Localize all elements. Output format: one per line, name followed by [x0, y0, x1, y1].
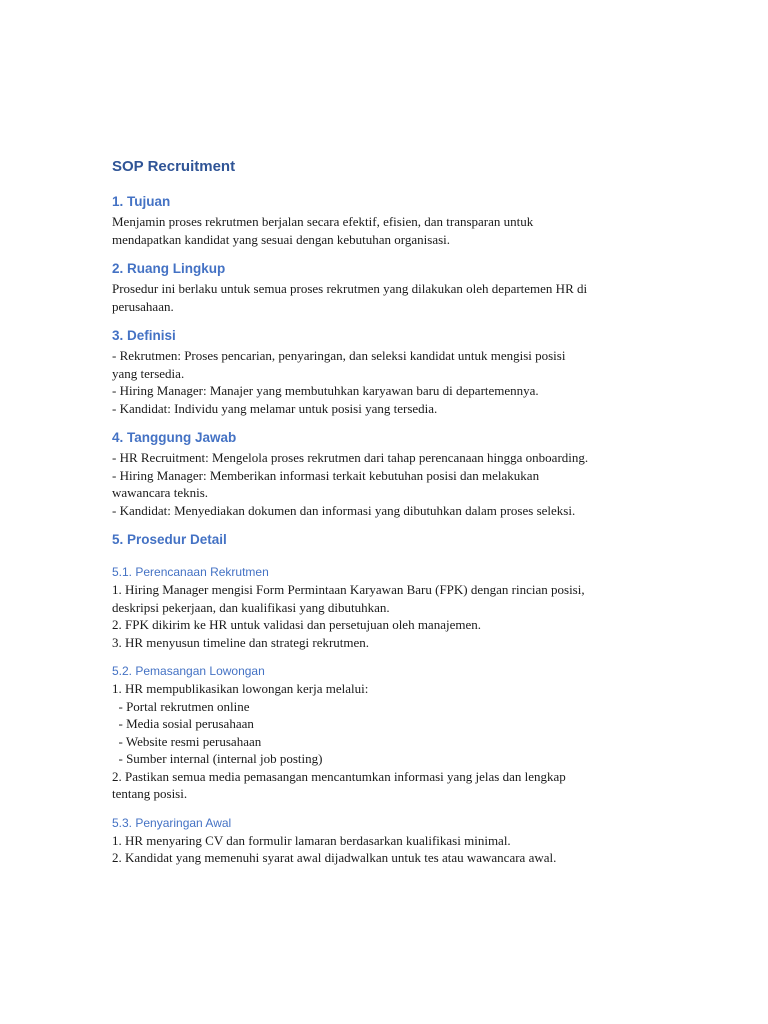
section-heading: 1. Tujuan: [112, 194, 171, 209]
subsection-heading: 5.2. Pemasangan Lowongan: [112, 664, 265, 678]
body-line: deskripsi pekerjaan, dan kualifikasi yang dibutuhkan.: [112, 599, 390, 615]
section-body: [112, 280, 672, 315]
body-line: tentang posisi.: [112, 786, 188, 801]
body-line: - Rekrutmen: Proses pencarian, penyaringan, dan seleksi kandidat untuk mengisi posisi: [112, 348, 566, 363]
body-line: 2. FPK dikirim ke HR untuk validasi dan persetujuan oleh manajemen.: [112, 617, 481, 632]
body-line: wawancara teknis.: [112, 485, 209, 500]
document-title: SOP Recruitment: [112, 158, 236, 175]
body-line: 1. HR mempublikasikan lowongan kerja melalui:: [112, 681, 369, 696]
body-line: Prosedur ini berlaku untuk semua proses rekrutmen yang dilakukan oleh departemen HR di: [112, 281, 588, 296]
body-line: mendapatkan kandidat yang sesuai dengan kebutuhan organisasi.: [112, 231, 451, 247]
subsection-perencanaan: [112, 564, 672, 651]
body-line: - Website resmi perusahaan: [112, 733, 262, 749]
section-body: [112, 347, 672, 417]
section-heading: 2. Ruang Lingkup: [112, 261, 226, 276]
subsection-body: [112, 680, 672, 803]
subsection-heading: 5.3. Penyaringan Awal: [112, 815, 232, 830]
subsection-heading: 5.1. Perencanaan Rekrutmen: [112, 565, 269, 579]
section-body: [112, 213, 672, 248]
body-line: perusahaan.: [112, 298, 174, 314]
body-line: - Hiring Manager: Manajer yang membutuhkan karyawan baru di departemennya.: [112, 383, 539, 398]
body-line: - Media sosial perusahaan: [112, 716, 254, 731]
subsection-pemasangan: [112, 663, 672, 803]
section-body: [112, 449, 672, 519]
body-line: 3. HR menyusun timeline dan strategi rekrutmen.: [112, 634, 370, 650]
section-tanggung-jawab: [112, 429, 672, 519]
section-heading: 4. Tanggung Jawab: [112, 430, 237, 445]
subsection-body: [112, 581, 672, 651]
body-line: 2. Kandidat yang memenuhi syarat awal dijadwalkan untuk tes atau wawancara awal.: [112, 850, 557, 865]
body-line: - Hiring Manager: Memberikan informasi terkait kebutuhan posisi dan melakukan: [112, 467, 540, 483]
body-line: 1. HR menyaring CV dan formulir lamaran berdasarkan kualifikasi minimal.: [112, 832, 511, 848]
body-line: - Kandidat: Menyediakan dokumen dan informasi yang dibutuhkan dalam proses seleksi.: [112, 502, 576, 518]
section-prosedur-detail: [112, 531, 672, 867]
subsection-body: [112, 832, 672, 867]
body-line: - Portal rekrutmen online: [112, 698, 250, 714]
subsection-penyaringan: [112, 815, 672, 867]
body-line: - Kandidat: Individu yang melamar untuk posisi yang tersedia.: [112, 400, 438, 416]
section-heading: 3. Definisi: [112, 328, 176, 343]
section-definisi: [112, 327, 672, 417]
section-ruang-lingkup: [112, 260, 672, 315]
body-line: - HR Recruitment: Mengelola proses rekrutmen dari tahap perencanaan hingga onboarding.: [112, 450, 589, 465]
body-line: 1. Hiring Manager mengisi Form Permintaan Karyawan Baru (FPK) dengan rincian posisi,: [112, 582, 585, 597]
section-heading: 5. Prosedur Detail: [112, 532, 227, 547]
body-line: Menjamin proses rekrutmen berjalan secara efektif, efisien, dan transparan untuk: [112, 214, 534, 229]
body-line: - Sumber internal (internal job posting): [112, 751, 323, 766]
body-line: 2. Pastikan semua media pemasangan mencantumkan informasi yang jelas dan lengkap: [112, 768, 566, 784]
body-line: yang tersedia.: [112, 365, 185, 381]
section-tujuan: [112, 193, 672, 248]
